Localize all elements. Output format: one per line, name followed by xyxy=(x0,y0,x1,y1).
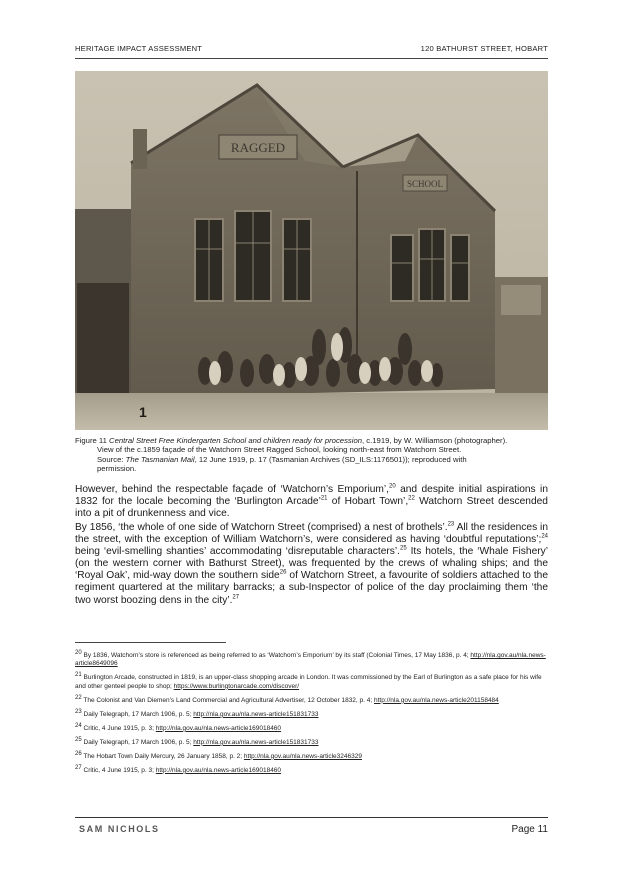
header-document-title: HERITAGE IMPACT ASSESSMENT xyxy=(75,44,203,53)
footnote-link[interactable]: http://nla.gov.au/nla.news-article201158484 xyxy=(374,696,499,704)
footnote-25: $^{25}$ Daily Telegraph, 17 March 1906, p. 5; http://nla.gov.au/nla.news-article151831733 xyxy=(75,736,319,746)
footnote-link[interactable]: http://nla.gov.au/nla.news-article151831733 xyxy=(193,710,319,718)
footnote-ref: 27 xyxy=(232,594,240,601)
footnote-23: $^{23}$ Daily Telegraph, 17 March 1906, p. 5; http://nla.gov.au/nla.news-article151831733 xyxy=(75,708,319,718)
footnote-26: $^{26}$ The Hobart Town Daily Mercury, 26 January 1858, p. 2; http://nla.gov.au/nla.news-article3246329 xyxy=(75,750,362,760)
footnote-27: $^{27}$ Critic, 4 June 1915, p. 3; http://nla.gov.au/nla.news-article169018460 xyxy=(75,764,282,774)
footnote-link[interactable]: http://nla.gov.au/nla.news-article169018460 xyxy=(155,766,282,774)
page-number: Page 11 xyxy=(511,824,548,835)
photo-ragged-sign: RAGGED xyxy=(230,140,286,155)
footnote-link[interactable]: http://nla.gov.au/nla.news-article3246329 xyxy=(243,752,362,760)
running-header xyxy=(75,44,548,59)
brand-logo: SAM NICHOLS xyxy=(79,824,160,834)
footnote-22: $^{22}$ The Colonist and Van Diemen’s Land Commercial and Agricultural Advertiser, 12 October 1832, p. 4; http://nla.gov.au/nla.news-article201158484 xyxy=(75,694,499,704)
caption-line-2: View of the c.1859 façade of the Watchorn Street Ragged School, looking north-east from Watchorn Street. xyxy=(97,445,462,455)
footnote-link[interactable]: http://nla.gov.au/nla.news-article169018460 xyxy=(155,724,282,732)
footnotes xyxy=(75,649,548,781)
footnote-ref: 21 xyxy=(320,495,328,502)
footnote-20: $^{20}$ By 1836, Watchorn’s store is referenced as being referred to as ‘Watchorn’s Emporium’ by its staff (Colonial Times, 17 May 1836, p. 4; http://nla.gov.au/nla.news-article8649096 xyxy=(75,649,546,668)
footnote-link[interactable]: https://www.burlingtonarcade.com/discover/ xyxy=(173,682,300,690)
footnote-24: $^{24}$ Critic, 4 June 1915, p. 3; http://nla.gov.au/nla.news-article169018460 xyxy=(75,722,282,732)
footnote-ref: 22 xyxy=(408,495,415,502)
body-paragraph-1: However, behind the respectable façade of ‘Watchorn’s Emporium’,$^{20}$ and despite initial aspirations in 1832 for the locale becoming the ‘Burlington Arcade’$^{21}$ of Hobart Town’,$^{22}$ Watchorn Street descended into a pit of drunkenness and vice. xyxy=(75,483,548,520)
footnote-link[interactable]: http://nla.gov.au/nla.news-article151831733 xyxy=(193,738,319,746)
footnote-21: $^{21}$ Burlington Arcade, constructed in 1819, is an upper-class shopping arcade in London. It was commissioned by the Earl of Burlington as a safe place for his wife and other genteel people to shop; https://www.burlingtonarcade.com/discover/ xyxy=(75,672,542,690)
footnote-ref: 24 xyxy=(541,533,548,540)
footnote-ref: 20 xyxy=(389,483,396,490)
footnote-ref: 23 xyxy=(447,521,455,528)
caption-line-4: permission. xyxy=(97,464,137,474)
footnote-ref: 25 xyxy=(399,545,407,552)
body-paragraph-2: By 1856, ‘the whole of one side of Watchorn Street (comprised) a nest of brothels’.$^{23}$ All the residences in the street, with the exception of William Watchorn’s, were considered as having ‘doubtful reputations’;$^{24}$ being ‘evil-smelling shanties’ accommodating ‘disreputable characters’.$^{25}$ Its hotels, the ‘Whale Fishery’ (on the western corner with Bathurst Street), was frequented by the crews of whaling ships; and the ‘Royal Oak’, mid-way down the southern side$^{26}$ of Watchorn Street, a favourite of soldiers attached to the regiment quartered at the military barracks; a sub-Inspector of police of the day proclaiming them ‘the two worst boozing dens in the city’.$^{27}$ xyxy=(75,521,548,606)
header-site-address: 120 BATHURST STREET, HOBART xyxy=(420,44,548,53)
photo-plate-number: 1 xyxy=(139,404,147,420)
footnote-link[interactable]: http://nla.gov.au/nla.news-article8649096 xyxy=(75,652,546,668)
caption-line-3: Source: The Tasmanian Mail, 12 June 1919, p. 17 (Tasmanian Archives (SD_ILS:1176501)); reproduced with xyxy=(97,454,467,464)
footnote-ref: 26 xyxy=(279,569,287,576)
footnote-separator xyxy=(75,642,226,643)
figure-caption xyxy=(75,436,548,474)
caption-line-1: Figure 11 Central Street Free Kindergarten School and children ready for procession, c.1919, by W. Williamson (photographer). xyxy=(75,436,508,445)
footer-rule xyxy=(75,817,548,818)
historic-photograph xyxy=(75,71,548,430)
photo-school-sign: SCHOOL xyxy=(406,179,444,189)
